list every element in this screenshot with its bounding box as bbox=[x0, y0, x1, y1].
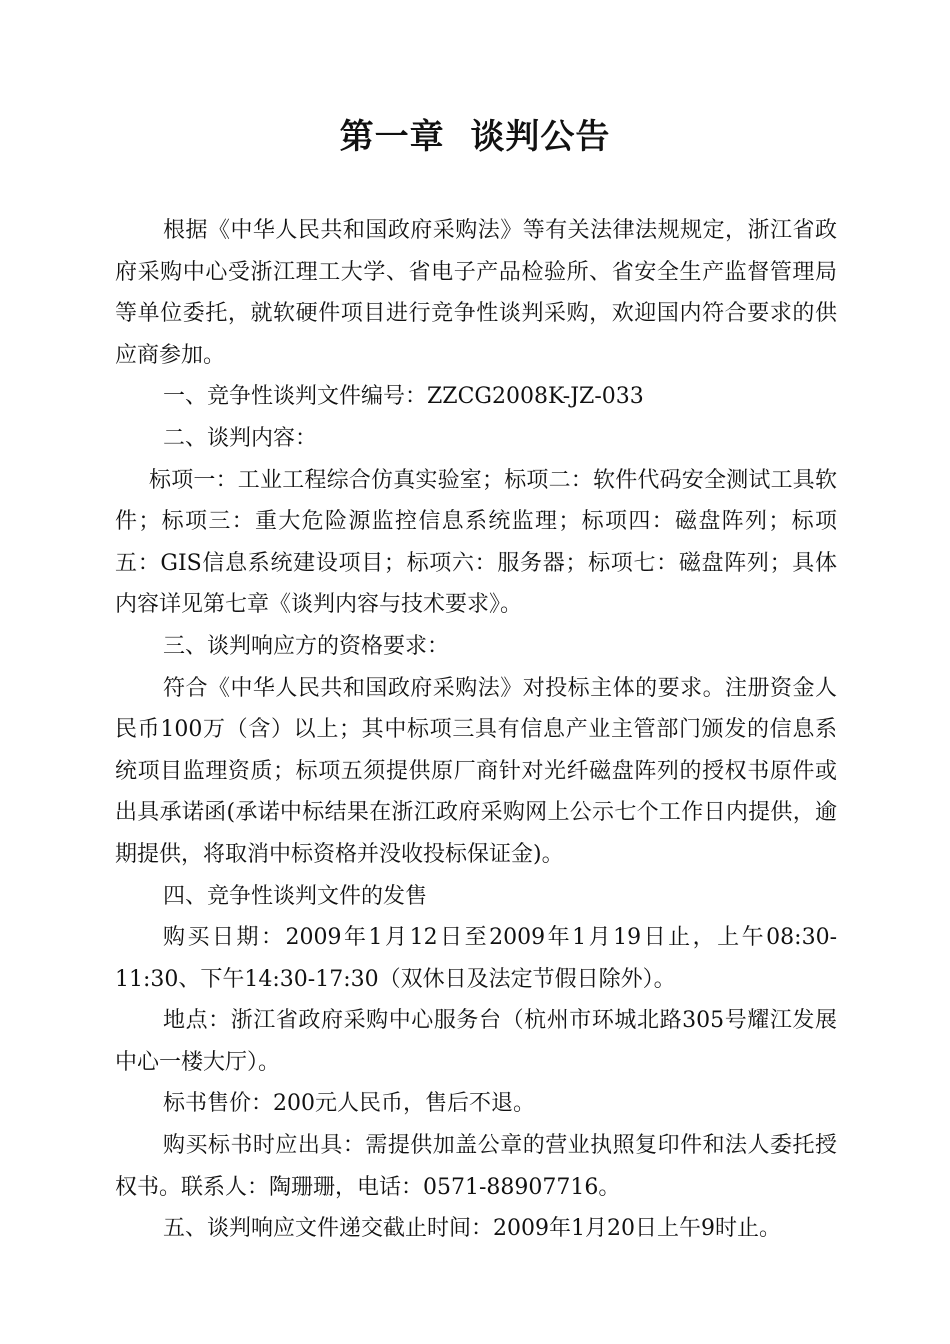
chapter-title: 第一章 谈判公告 bbox=[339, 117, 611, 157]
price-paragraph: 标书售价：200元人民币，售后不退。 bbox=[163, 1091, 535, 1117]
qualification-paragraph: 符合《中华人民共和国政府采购法》对投标主体的要求。注册资金人民币100万（含）以上；其中标项三具有信息产业主管部门颁发的信息系统项目监理资质；标项五须提供原厂商针对光纤磁盘阵列的授权书原件或出具承诺函(承诺中标结果在浙江政府采购网上公示七个工作日内提供，逾期提供，将取消中标资格并没收投标保证金)。 bbox=[115, 675, 837, 867]
section-4-heading: 四、竞争性谈判文件的发售 bbox=[163, 883, 428, 909]
purchase-requirements-paragraph: 购买标书时应出具：需提供加盖公章的营业执照复印件和法人委托授权书。联系人：陶珊珊，电话：0571-88907716。 bbox=[115, 1133, 837, 1200]
intro-paragraph: 根据《中华人民共和国政府采购法》等有关法律法规规定，浙江省政府采购中心受浙江理工大学、省电子产品检验所、省安全生产监督管理局等单位委托，就软硬件项目进行竞争性谈判采购，欢迎国内符合要求的供应商参加。 bbox=[115, 218, 837, 368]
purchase-date-paragraph: 购买日期：2009年1月12日至2009年1月19日止，上午08:30-11:30、下午14:30-17:30（双休日及法定节假日除外）。 bbox=[115, 925, 837, 992]
document-body bbox=[115, 210, 837, 1250]
location-paragraph: 地点：浙江省政府采购中心服务台（杭州市环城北路305号耀江发展中心一楼大厅）。 bbox=[115, 1008, 837, 1075]
section-2-heading: 二、谈判内容： bbox=[163, 425, 318, 451]
section-1-document-number: 一、竞争性谈判文件编号：ZZCG2008K-JZ-033 bbox=[163, 384, 644, 410]
section-3-heading: 三、谈判响应方的资格要求： bbox=[163, 633, 450, 659]
section-2-lots-paragraph: 标项一：工业工程综合仿真实验室；标项二：软件代码安全测试工具软件；标项三：重大危险源监控信息系统监理；标项四：磁盘阵列；标项五：GIS信息系统建设项目；标项六：服务器；标项七：磁盘阵列；具体内容详见第七章《谈判内容与技术要求》。 bbox=[115, 467, 837, 618]
section-5-deadline-paragraph: 五、谈判响应文件递交截止时间：2009年1月20日上午9时止。 bbox=[163, 1216, 781, 1242]
